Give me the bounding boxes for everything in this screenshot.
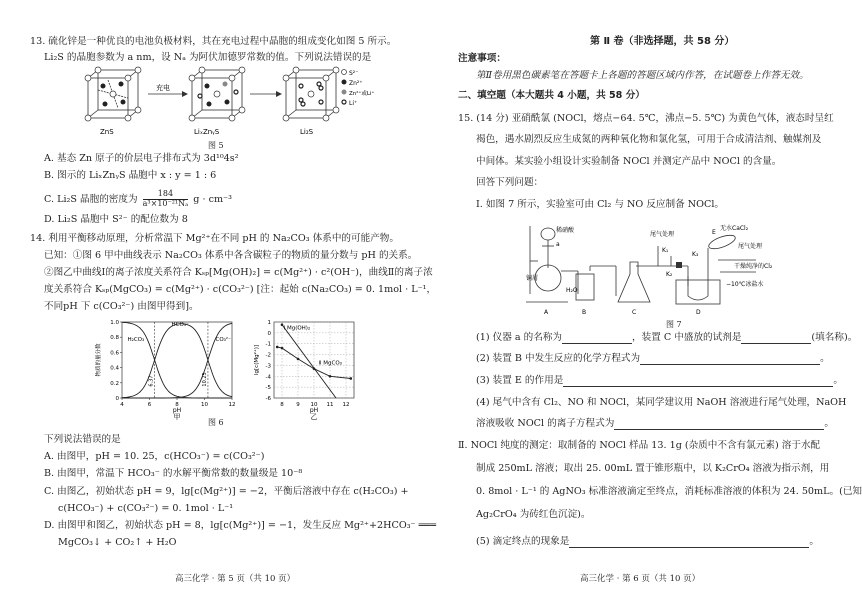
chart-jia-series-h2co3 — [122, 322, 232, 398]
chart-yi-name: 乙 — [310, 413, 318, 421]
chart-jia-ytick-label: 0.4 — [110, 365, 119, 372]
label-dry-cl2: 干燥纯净的Cl₂ — [734, 263, 773, 270]
q15-sub4-blank[interactable] — [614, 419, 824, 430]
label-cacl2: 无水CaCl₂ — [720, 225, 749, 232]
q14-option-b: B. 由图甲，常温下 HCO₃⁻ 的水解平衡常数的数量级是 10⁻⁸ — [44, 468, 303, 479]
chart-yi-ytick-label: -4 — [265, 374, 271, 381]
chart-jia-xlabel: pH — [172, 407, 182, 414]
q15-sub3-text: (3) 装置 E 的作用是 — [476, 375, 564, 386]
q15-sub5-blank[interactable] — [569, 537, 809, 548]
q13-option-a: A. 基态 Zn 原子的价层电子排布式为 3d¹⁰4s² — [44, 153, 239, 164]
chart-yi-ytick-label: -2 — [265, 352, 271, 359]
legend-s2: S²⁻ — [349, 70, 359, 77]
q14-stem-line5: 不同pH 下 c(CO₃²⁻) 由图甲得到]。 — [44, 301, 199, 312]
chart-jia-label-co3: CO₃²⁻ — [215, 337, 231, 343]
q13-option-c-unit: g · cm⁻³ — [193, 193, 232, 205]
chart-yi-point — [350, 377, 353, 380]
chart-yi-ytick-label: 0 — [267, 330, 271, 337]
chart-jia-ytick-label: 1.0 — [110, 320, 119, 326]
q15-part2-line2: 制成 250mL 溶液；取出 25. 00mL 置于锥形瓶中，以 K₂CrO₄ 溶液为指示剂，用 — [476, 463, 830, 474]
q13-option-b: B. 图示的 LiₓZnᵧS 晶胞中 x : y = 1 : 6 — [44, 170, 217, 181]
figure-7-apparatus — [526, 216, 796, 318]
q13-option-c-text: C. Li₂S 晶胞的密度为 — [44, 193, 138, 205]
q13-option-c-fraction — [143, 190, 189, 209]
q15-sub1-blank2[interactable] — [741, 333, 811, 344]
q13-stem-line1: 13. 硫化锌是一种优良的电池负极材料，其在充电过程中晶胞的组成变化如图 5 所示。 — [30, 36, 397, 47]
q15-part2-line4: Ag₂CrO₄ 为砖红色沉淀)。 — [476, 509, 591, 520]
q15-sub3: (3) 装置 E 的作用是 。 — [476, 375, 843, 386]
q15-para-line3: 中间体。某实验小组设计实验制备 NOCl 并测定产品中 NOCl 的含量。 — [476, 156, 782, 167]
q14-option-c-line1: C. 由图乙，初始状态 pH = 9，lg[c(Mg²⁺)] = −2，平衡后溶液中存在 c(H₂CO₃) + — [44, 486, 409, 497]
chart-jia-ytick-label: 0.6 — [110, 350, 119, 357]
q15-sub5-text: (5) 滴定终点的现象是 — [476, 536, 570, 547]
chart-yi-point — [297, 358, 300, 361]
chart-jia-xtick-label: 4 — [120, 402, 124, 408]
chart-jia-label-hco3: HCO₃⁻ — [171, 321, 189, 328]
q13-option-c — [44, 190, 232, 209]
label-h2o: H₂O — [566, 287, 578, 294]
chart-yi-xtick-label: 11 — [326, 402, 334, 408]
chart-yi-label-series-1: Ⅰ Mg(OH)₂ — [283, 325, 311, 332]
right-footer: 高三化学 · 第 6 页（共 10 页） — [580, 574, 701, 584]
chart-yi-xtick-label: 9 — [296, 402, 300, 408]
label-B: B — [582, 309, 587, 316]
chart-yi-ytick-label: 1 — [267, 320, 271, 326]
figure-5-caption: 图 5 — [208, 141, 224, 150]
chart-jia-ytick-label: 0.8 — [110, 335, 119, 342]
label-cu-scraps: 铜屑 — [526, 275, 539, 282]
notice-text: 第Ⅱ卷用黑色碳素笔在答题卡上各题的答题区域内作答，在试题卷上作答无效。 — [476, 70, 809, 81]
label-C: C — [632, 309, 637, 316]
legend-zn: Zn²⁺ — [349, 80, 363, 87]
cell-label-lixznys: LiₓZnᵧS — [194, 128, 220, 136]
q14-option-d-line1: D. 由图甲和图乙，初始状态 pH = 8，lg[c(Mg²⁺)] = −1，发生反应 Mg²⁺+2HCO₃⁻ ═══ — [44, 520, 436, 531]
cell-label-zns: ZnS — [100, 128, 114, 136]
q15-sub4-line2: 溶液吸收 NOCl 的离子方程式为 。 — [476, 418, 834, 429]
chart-yi-xlabel: pH — [309, 407, 319, 414]
q14-stem-line1: 14. 利用平衡移动原理，分析常温下 Mg²⁺在不同 pH 的 Na₂CO₃ 体系中的可能产物。 — [30, 233, 399, 244]
q15-sub2-blank[interactable] — [640, 354, 820, 365]
q15-sub1-post: (填名称)。 — [811, 332, 858, 343]
chart-jia-marker-label: 10.25 — [201, 372, 208, 387]
label-tail-gas-2: 尾气处理 — [738, 243, 763, 250]
chart-jia-series-co3 — [122, 323, 232, 398]
q15-sub3-blank[interactable] — [563, 376, 833, 387]
q15-sub2-text: (2) 装置 B 中发生反应的化学方程式为 — [476, 353, 641, 364]
q15-sub2: (2) 装置 B 中发生反应的化学方程式为 。 — [476, 353, 830, 364]
label-k3: K₃ — [692, 251, 699, 258]
chart-yi-point — [276, 346, 279, 349]
section-title: 第 Ⅱ 卷（非选择题，共 58 分） — [590, 36, 735, 47]
chart-yi-frame — [274, 322, 354, 398]
q15-para-line1: 15. (14 分) 亚硝酰氯 (NOCl，熔点−64. 5℃，沸点−5. 5℃) 为黄色气体，液态时呈红 — [458, 113, 834, 124]
chart-jia-xtick-label: 10 — [201, 402, 208, 408]
label-k1: K₁ — [662, 247, 669, 254]
label-ice-salt-water: −10℃冰盐水 — [726, 281, 764, 288]
q15-para-line2: 褐色，遇水剧烈反应生成氮的两种氧化物和氯化氢，可用于合成清洁剂、触媒剂及 — [476, 134, 822, 145]
chart-yi — [252, 316, 362, 421]
label-e: E — [712, 229, 716, 236]
chart-yi-xtick-label: 10 — [310, 402, 318, 408]
notice-title: 注意事项： — [458, 53, 506, 64]
q14-stem-line2: 已知：①图 6 甲中曲线表示 Na₂CO₃ 体系中各含碳粒子的物质的量分数与 pH 的关系。 — [44, 250, 418, 261]
label-A: A — [544, 309, 549, 316]
chart-yi-ytick-label: -3 — [265, 363, 271, 370]
q15-sub1-mid: ，装置 C 中盛放的试剂是 — [632, 332, 742, 343]
q15-part2-line3: 0. 8mol · L⁻¹ 的 AgNO₃ 标准溶液滴定至终点，消耗标准溶液的体积为 24. 50mL。(已知 — [476, 486, 862, 497]
chart-yi-xtick-label: 12 — [342, 402, 350, 408]
label-dilute-hno3: 稀硝酸 — [556, 227, 575, 234]
q15-sub4-text: 溶液吸收 NOCl 的离子方程式为 — [476, 418, 615, 429]
chart-jia-ytick-label: 0.2 — [110, 380, 119, 387]
q14-option-c-line2: c(HCO₃⁻) + c(CO₃²⁻) = 0. 1mol · L⁻¹ — [58, 503, 234, 514]
fill-in-section-title: 二、填空题（本大题共 4 小题，共 58 分） — [458, 90, 645, 101]
q13-option-c-denominator: a³×10⁻²¹Nₐ — [142, 198, 189, 208]
chart-yi-ytick-label: -6 — [265, 396, 271, 402]
q13-option-d: D. Li₂S 晶胞中 S²⁻ 的配位数为 8 — [44, 214, 188, 225]
q15-para-line4: 回答下列问题： — [476, 177, 544, 188]
chart-jia-series-hco3 — [122, 321, 232, 398]
q14-stem-line4: 度关系符合 Kₛₚ(MgCO₃) = c(Mg²⁺) · c(CO₃²⁻) [注：起始 c(Na₂CO₃) = 0. 1mol · L⁻¹， — [44, 284, 437, 295]
figure-7-caption: 图 7 — [666, 320, 682, 329]
label-k2: K₂ — [666, 271, 673, 278]
cell-label-li2s: Li₂S — [300, 128, 314, 136]
chart-jia-xtick-label: 6 — [147, 402, 152, 408]
chart-yi-ytick-label: -1 — [265, 341, 271, 348]
q15-part1-intro: Ⅰ. 如图 7 所示，实验室可由 Cl₂ 与 NO 反应制备 NOCl。 — [476, 199, 725, 210]
figure-5-crystal-cells — [80, 66, 375, 140]
q15-part2-line1: Ⅱ. NOCl 纯度的测定：取制备的 NOCl 样品 13. 1g (杂质中不含有氯元素) 溶于水配 — [458, 440, 821, 451]
chart-yi-ylabel: lg[c(Mg²⁺)] — [254, 345, 260, 375]
label-a: a — [556, 241, 560, 248]
label-tail-gas-1: 尾气处理 — [650, 231, 675, 238]
chart-jia-frame — [122, 322, 232, 398]
chart-yi-xtick-label: 8 — [280, 402, 284, 408]
chart-yi-point — [281, 347, 284, 350]
left-footer: 高三化学 · 第 5 页（共 10 页） — [175, 574, 296, 584]
chart-jia-ylabel: 物质的量分数 — [96, 343, 102, 377]
label-D: D — [696, 309, 701, 316]
q15-sub5: (5) 滴定终点的现象是 。 — [476, 536, 819, 547]
charge-label: 充电 — [156, 84, 170, 92]
figure-5-legend — [342, 70, 375, 108]
q15-sub4-line1: (4) 尾气中含有 Cl₂、NO 和 NOCl，某同学建议用 NaOH 溶液进行尾气处理，NaOH — [476, 397, 847, 408]
q15-sub1 — [476, 332, 857, 344]
chart-jia-marker-label: 6.37 — [148, 375, 155, 387]
q14-option-d-line2: MgCO₃↓ + CO₂↑ + H₂O — [58, 537, 177, 548]
chart-yi-point — [313, 367, 316, 370]
q14-stem-line3: ②图乙中曲线Ⅰ的离子浓度关系符合 Kₛₚ[Mg(OH)₂] = c(Mg²⁺) · c²(OH⁻)，曲线Ⅱ的离子浓 — [44, 267, 433, 278]
figure-6-caption: 图 6 — [208, 418, 224, 427]
chart-jia-xtick-label: 12 — [228, 402, 236, 408]
q15-sub1-blank1[interactable] — [562, 333, 632, 344]
legend-li: Li⁺ — [349, 100, 358, 107]
chart-jia-xtick-label: 8 — [175, 402, 179, 408]
chart-jia-name: 甲 — [173, 413, 181, 421]
chart-jia-ytick-label: 0 — [115, 396, 119, 402]
q15-sub1-text: (1) 仪器 a 的名称为 — [476, 332, 563, 343]
chart-yi-ytick-label: -5 — [265, 385, 271, 392]
q13-option-c-numerator: 184 — [143, 190, 189, 200]
q14-option-a: A. 由图甲，pH = 10. 25，c(HCO₃⁻) = c(CO₃²⁻) — [44, 451, 265, 462]
chart-yi-point — [329, 375, 332, 378]
chart-jia-label-h2co3: H₂CO₃ — [127, 337, 145, 343]
q14-question: 下列说法错误的是 — [44, 434, 121, 445]
q13-stem-line2: Li₂S 的晶胞参数为 a nm，设 Nₐ 为阿伏加德罗常数的值。下列说法错误的是 — [44, 52, 372, 63]
legend-zn-or-li: Zn²⁺或Li⁺ — [349, 91, 375, 97]
chart-yi-label-series-2: Ⅱ MgCO₃ — [318, 360, 342, 367]
chart-jia — [92, 316, 242, 421]
